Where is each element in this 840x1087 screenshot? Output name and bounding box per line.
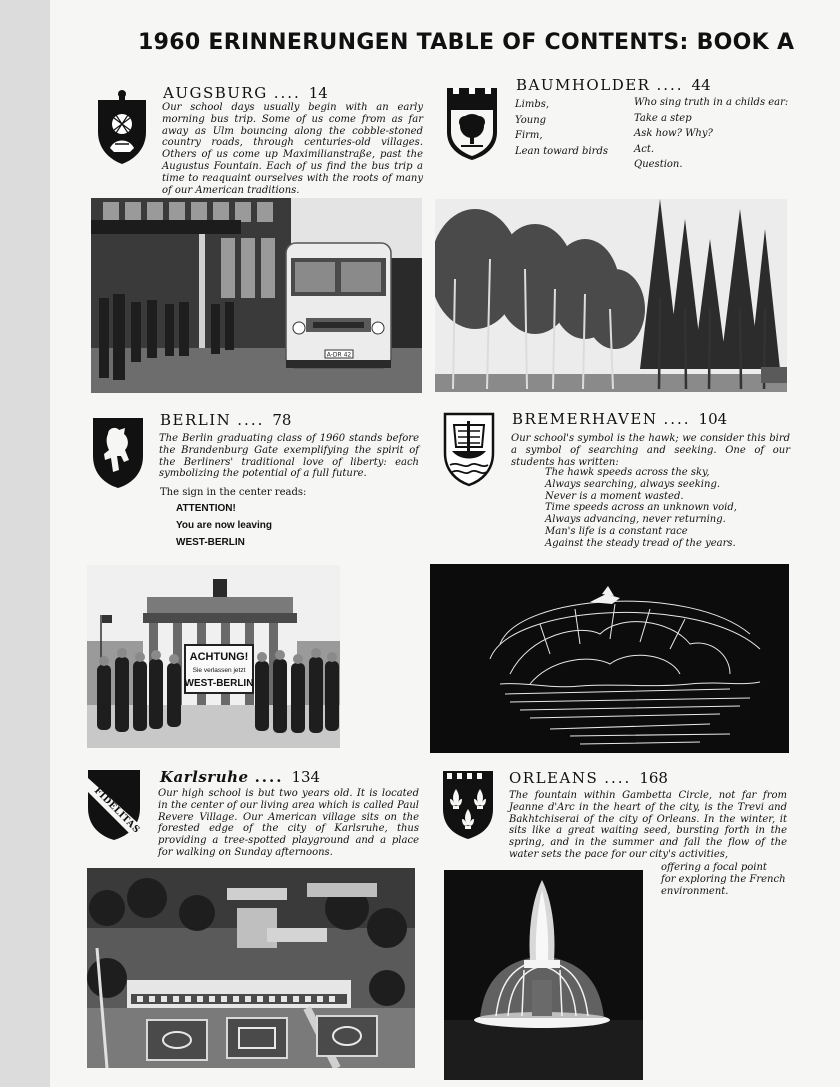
- baumholder-poem-line: Lean toward birds: [515, 145, 608, 157]
- augsburg-name: AUGSBURG: [163, 84, 268, 102]
- baumholder-poem-line: Who sing truth in a childs ear:: [634, 97, 789, 108]
- page-title: 1960 ERINNERUNGEN TABLE OF CONTENTS: BOOK A: [138, 30, 795, 55]
- baumholder-poem-line: Ask how? Why?: [634, 128, 713, 139]
- berlin-sign-line: ATTENTION!: [176, 503, 236, 514]
- berlin-heading: [160, 411, 291, 429]
- bremerhaven-poem-line: Always searching, always seeking.: [545, 478, 721, 490]
- bremerhaven-heading: [512, 410, 727, 428]
- berlin-sign-intro: The sign in the center reads:: [160, 487, 307, 498]
- berlin-name: BERLIN: [160, 411, 232, 429]
- berlin-text: The Berlin graduating class of 1960 stands before the Brandenburg Gate exemplifying the spirit of the Berliners' traditional love of liberty: each symbolizing the potential of a full future.: [159, 433, 419, 480]
- bremerhaven-poem-line: Time speeds across an unknown void,: [545, 502, 737, 514]
- berlin-brandenburg-gate-photo: [87, 565, 340, 748]
- karlsruhe-text: Our high school is but two years old. It is located in the center of our living area which is called Paul Revere Village. Our American village sits on the forested edge of the city of Karlsruhe, thus providing a tree-spotted playground and a place for walking on Sunday afternoons.: [158, 788, 419, 858]
- bremerhaven-name: BREMERHAVEN: [512, 410, 658, 428]
- photo-sign-line: Sie verlassen jetzt: [192, 667, 246, 674]
- karlsruhe-aerial-school-photo: [87, 868, 415, 1068]
- bremerhaven-dots: ....: [663, 410, 691, 428]
- orleans-page-number: 168: [639, 769, 668, 787]
- fidelitas-crest-text: FIDELITAS: [91, 786, 142, 836]
- bremerhaven-poem-line: Against the steady tread of the years.: [545, 537, 736, 549]
- orleans-text-tail: [661, 862, 786, 897]
- baumholder-page-number: 44: [691, 76, 711, 94]
- berlin-page-number: 78: [272, 411, 292, 429]
- orleans-text-line: environment.: [661, 885, 729, 897]
- baumholder-heading: [516, 76, 711, 94]
- orleans-fountain-photo: [444, 870, 643, 1080]
- baumholder-name: BAUMHOLDER: [516, 76, 651, 94]
- orleans-dots: ....: [604, 769, 632, 787]
- orleans-name: ORLEANS: [509, 769, 599, 787]
- karlsruhe-dots: ....: [254, 768, 284, 786]
- bremerhaven-ship-crest-icon: [442, 411, 496, 487]
- photo-sign-line: WEST-BERLIN: [184, 678, 254, 689]
- baumholder-poem-line: Take a step: [634, 112, 692, 124]
- bremerhaven-page-number: 104: [698, 410, 728, 428]
- karlsruhe-name: Karlsruhe: [160, 768, 249, 786]
- orleans-text: The fountain within Gambetta Circle, not far from Jeanne d'Arc in the heart of the city, is the Trevi and Bakhtchiserai of the city of Orleans. In the winter, it sits like a great waiting seed, bursting forth in the spring, and in the summer and fall the flow of the water sets the pace for our city's activities,: [509, 790, 787, 860]
- berlin-sign-line: WEST-BERLIN: [176, 537, 245, 548]
- baumholder-poem-line: Question.: [634, 159, 683, 170]
- photo-sign-line: ACHTUNG!: [189, 651, 249, 663]
- augsburg-page-number: 14: [308, 84, 328, 102]
- bremerhaven-poem-line: The hawk speeds across the sky,: [545, 467, 710, 478]
- baumholder-poem-line: Firm,: [515, 130, 543, 141]
- augsburg-crest-icon: [95, 88, 149, 166]
- baumholder-poem-line: Young: [515, 114, 547, 126]
- baumholder-dots: ....: [656, 76, 684, 94]
- augsburg-heading: [163, 84, 328, 102]
- bremerhaven-hawk-artwork: [430, 564, 789, 753]
- karlsruhe-heading: [160, 768, 320, 786]
- baumholder-poem-line: Act.: [634, 143, 655, 155]
- baumholder-poem-line: Limbs,: [515, 99, 550, 110]
- baumholder-poem-right: [634, 95, 788, 173]
- baumholder-crest-icon: [445, 86, 499, 162]
- bremerhaven-text: Our school's symbol is the hawk; we consider this bird a symbol of searching and seeking. One of our students has written:: [511, 433, 790, 468]
- bremerhaven-poem: [545, 467, 737, 550]
- berlin-sign-line: You are now leaving: [176, 520, 272, 531]
- karlsruhe-page-number: 134: [291, 768, 321, 786]
- augsburg-dots: ....: [273, 84, 301, 102]
- karlsruhe-fidelitas-crest-icon: [86, 768, 142, 842]
- orleans-heading: [509, 769, 668, 787]
- orleans-text-line: for exploring the French: [661, 873, 786, 885]
- orleans-fleur-de-lis-crest-icon: [441, 769, 495, 841]
- berlin-sign-lines: [176, 500, 272, 551]
- berlin-bear-crest-icon: [91, 416, 145, 490]
- bremerhaven-poem-line: Man's life is a constant race: [545, 525, 688, 537]
- augsburg-bus-photo: [91, 198, 422, 393]
- bus-license-plate: A-DR 42: [326, 351, 352, 359]
- bremerhaven-poem-line: Always advancing, never returning.: [545, 514, 726, 526]
- berlin-dots: ....: [237, 411, 265, 429]
- baumholder-forest-photo: [435, 199, 787, 392]
- orleans-text-line: offering a focal point: [661, 862, 767, 873]
- bremerhaven-poem-line: Never is a moment wasted.: [545, 490, 684, 502]
- baumholder-poem-left: [515, 97, 608, 159]
- augsburg-text: Our school days usually begin with an early morning bus trip. Some of us come from as far away as Ulm bouncing along the cobble-stoned country roads, through centuries-old villages. Others of us come up Maximilianstraße, past the Augustus Fountain. Each of us find the bus trip a time to reaquaint ourselves with the roots of many of our American traditions.: [162, 102, 423, 196]
